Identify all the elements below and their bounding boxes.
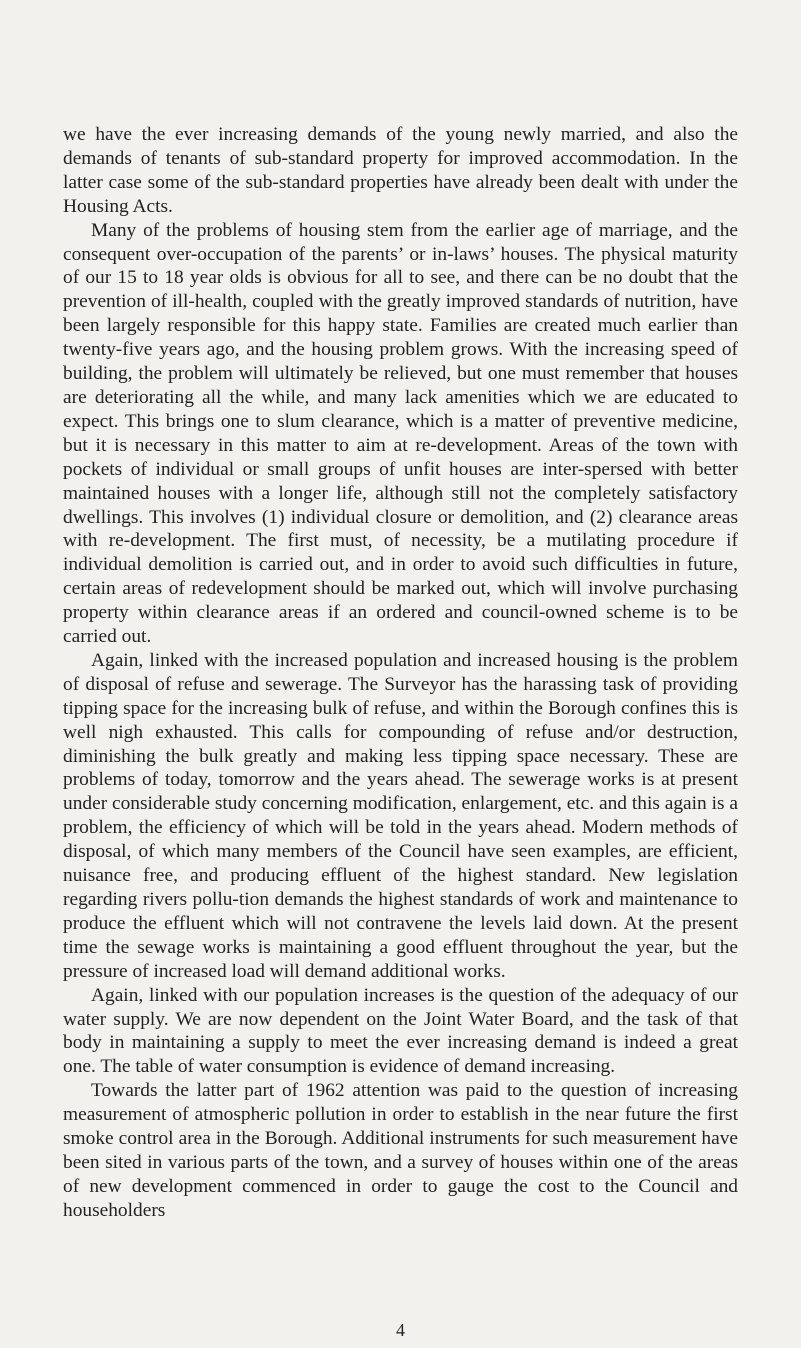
page-number: 4 — [396, 1320, 405, 1340]
paragraph-refuse-sewerage: Again, linked with the increased population and increased housing is the problem of disposal of refuse and sewerage. The Surveyor has the harassing task of providing tipping space for the increasing bulk of refuse, and within the Borough confines this is well nigh exhausted. This calls for compounding of refuse and/or destruction, diminishing the bulk greatly and making less tipping space necessary. These are problems of today, tomorrow and the years ahead. The sewerage works is at present under considerable study concerning modification, enlargement, etc. and this again is a problem, the efficiency of which will be told in the years ahead. Modern methods of disposal, of which many members of the Council have seen examples, are efficient, nuisance free, and producing effluent of the highest standard. New legislation regarding rivers pollu-tion demands the highest standards of work and maintenance to produce the effluent which will not contravene the levels laid down. At the present time the sewage works is maintaining a good effluent throughout the year, but the pressure of increased load will demand additional works. — [63, 649, 738, 982]
document-page — [63, 123, 738, 1223]
paragraph-housing-demands: we have the ever increasing demands of the young newly married, and also the demands of tenants of sub-standard property for improved accommodation. In the latter case some of the sub-standard properties have already been dealt with under the Housing Acts. — [63, 124, 738, 217]
paragraph-atmospheric-pollution: Towards the latter part of 1962 attention was paid to the question of increasing measurement of atmospheric pollution in order to establish in the near future the first smoke control area in the Borough. Additional instruments for such measurement have been sited in various parts of the town, and a survey of houses within one of the areas of new development commenced in order to gauge the cost to the Council and householders — [63, 1080, 738, 1221]
paragraph-housing-problems: Many of the problems of housing stem from the earlier age of marriage, and the consequent over-occupation of the parents’ or in-laws’ houses. The physical maturity of our 15 to 18 year olds is obvious for all to see, and there can be no doubt that the prevention of ill-health, coupled with the greatly improved standards of nutrition, have been largely responsible for this happy state. Families are created much earlier than twenty-five years ago, and the housing problem grows. With the increasing speed of building, the problem will ultimately be relieved, but one must remember that houses are deteriorating all the while, and many lack amenities which we are educated to expect. This brings one to slum clearance, which is a matter of preventive medicine, but it is necessary in this matter to aim at re-development. Areas of the town with pockets of individual or small groups of unfit houses are inter-spersed with better maintained houses with a longer life, although still not the completely satisfactory dwellings. This involves (1) individual closure or demolition, and (2) clearance areas with re-development. The first must, of necessity, be a mutilating procedure if individual demolition is carried out, and in order to avoid such difficulties in future, certain areas of redevelopment should be marked out, which will involve purchasing property within clearance areas if an ordered and council-owned scheme is to be carried out. — [63, 219, 738, 648]
paragraph-water-supply: Again, linked with our population increases is the question of the adequacy of our water supply. We are now dependent on the Joint Water Board, and the task of that body in maintaining a supply to meet the ever increasing demand is indeed a great one. The table of water consumption is evidence of demand increasing. — [63, 984, 738, 1078]
